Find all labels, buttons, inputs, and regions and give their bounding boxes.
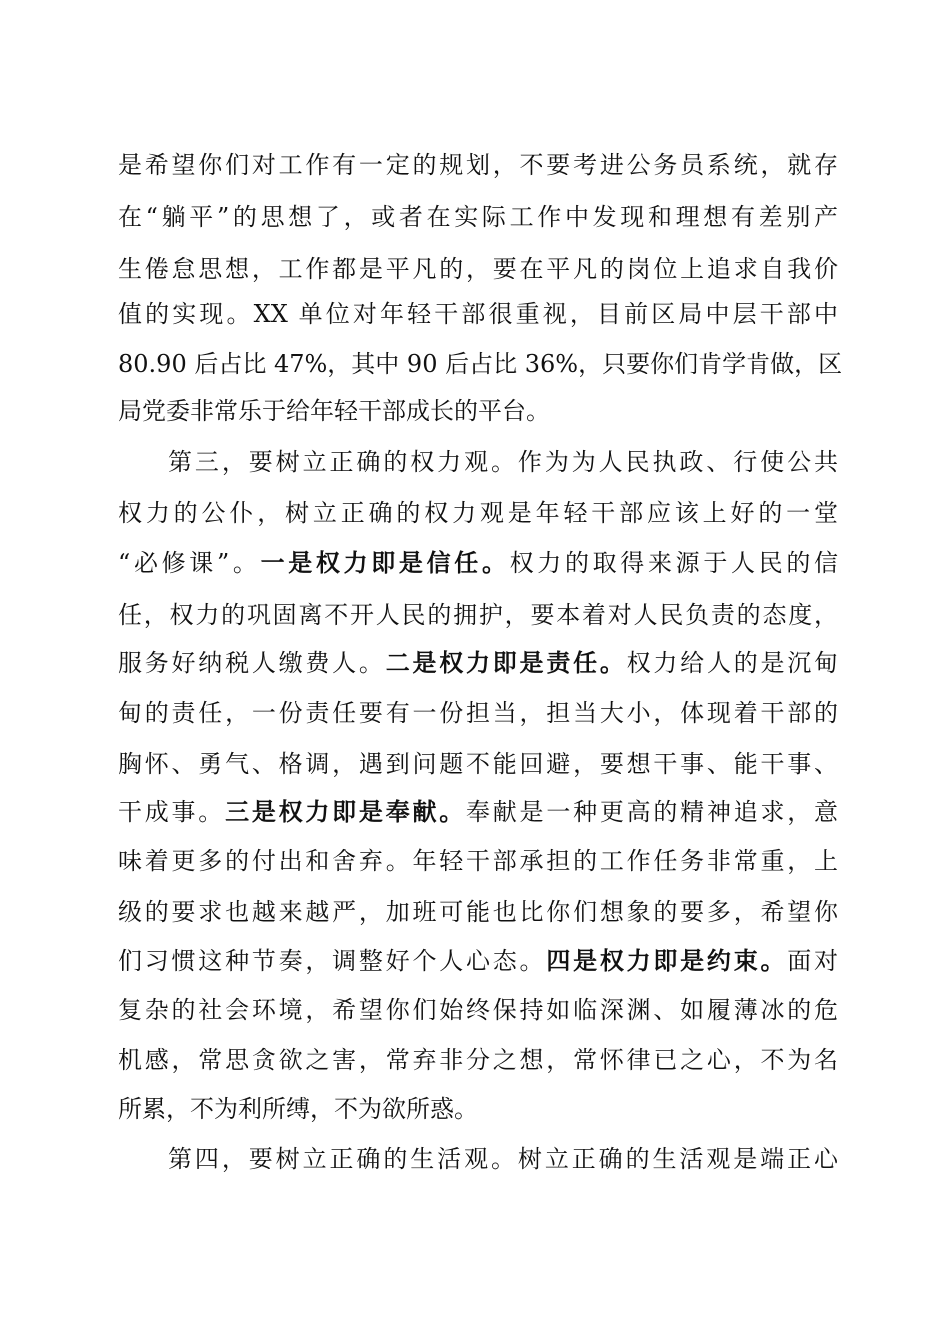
- paragraph-heading-line: [168, 436, 838, 488]
- bold-key-point: 三是权力即是奉献。: [225, 798, 467, 826]
- paragraph-line: [118, 984, 838, 1036]
- paragraph-line: [118, 786, 838, 838]
- paragraph-line: [118, 139, 838, 191]
- paragraph-line: [118, 589, 838, 641]
- paragraph-line: [118, 288, 838, 340]
- paragraph-line: [118, 637, 838, 689]
- text-run: 值的实现。XX 单位对年轻干部很重视，目前区局中层干部中: [118, 300, 838, 328]
- text-run: 局党委非常乐于给年轻干部成长的平台。: [118, 397, 550, 425]
- text-run: 复杂的社会环境，希望你们始终保持如临深渊、如履薄冰的危: [118, 996, 838, 1024]
- paragraph-line: [118, 687, 838, 739]
- text-run: 服务好纳税人缴费人。: [118, 649, 386, 677]
- text-run: 干成事。: [118, 798, 226, 826]
- paragraph-line: [118, 1083, 838, 1135]
- text-run: 甸的责任，一份责任要有一份担当，担当大小，体现着干部的: [118, 699, 838, 727]
- text-run: 面对: [787, 947, 839, 975]
- text-run: 所累，不为利所缚，不为欲所惑。: [118, 1095, 478, 1123]
- text-run: 80.90 后占比 47%，其中 90 后占比 36%，只要你们肯学肯做，区: [118, 350, 843, 378]
- text-run: “必修课”。: [118, 549, 261, 577]
- text-run: 生倦怠思想，工作都是平凡的，要在平凡的岗位上追求自我价: [118, 255, 838, 283]
- text-run: 机感，常思贪欲之害，常弃非分之想，常怀律已之心，不为名: [118, 1046, 838, 1074]
- text-run: 们习惯这种节奏，调整好个人心态。: [118, 947, 547, 975]
- text-run: 权力给人的是沉甸: [626, 649, 839, 677]
- bold-key-point: 二是权力即是责任。: [385, 649, 627, 677]
- bold-key-point: 一是权力即是信任。: [260, 549, 510, 577]
- paragraph-line: [118, 537, 838, 589]
- text-run: 任，权力的巩固离不开人民的拥护，要本着对人民负责的态度，: [118, 601, 838, 629]
- paragraph-line: [118, 738, 838, 790]
- paragraph-line: [118, 935, 838, 987]
- paragraph-line: [118, 1034, 838, 1086]
- text-run: 胸怀、勇气、格调，遇到问题不能回避，要想干事、能干事、: [118, 750, 838, 778]
- paragraph-line: [118, 338, 843, 390]
- paragraph-line: [118, 487, 838, 539]
- paragraph-line: [118, 191, 838, 243]
- text-run: 权力的取得来源于人民的信: [509, 549, 839, 577]
- text-run: 味着更多的付出和舍弃。年轻干部承担的工作任务非常重，上: [118, 847, 838, 875]
- paragraph-line: [118, 385, 838, 437]
- text-run: 在“躺平”的思想了，或者在实际工作中发现和理想有差别产: [118, 203, 838, 231]
- text-run: 奉献是一种更高的精神追求，意: [466, 798, 839, 826]
- bold-key-point: 四是权力即是约束。: [546, 947, 788, 975]
- text-run: 第四，要树立正确的生活观。树立正确的生活观是端正心: [168, 1145, 838, 1173]
- text-run: 权力的公仆，树立正确的权力观是年轻干部应该上好的一堂: [118, 499, 838, 527]
- paragraph-heading-line: [168, 1133, 838, 1185]
- text-run: 是希望你们对工作有一定的规划，不要考进公务员系统，就存: [118, 151, 838, 179]
- paragraph-line: [118, 835, 838, 887]
- text-run: 级的要求也越来越严，加班可能也比你们想象的要多，希望你: [118, 898, 838, 926]
- text-run: 第三，要树立正确的权力观。作为为人民执政、行使公共: [168, 448, 838, 476]
- paragraph-line: [118, 886, 838, 938]
